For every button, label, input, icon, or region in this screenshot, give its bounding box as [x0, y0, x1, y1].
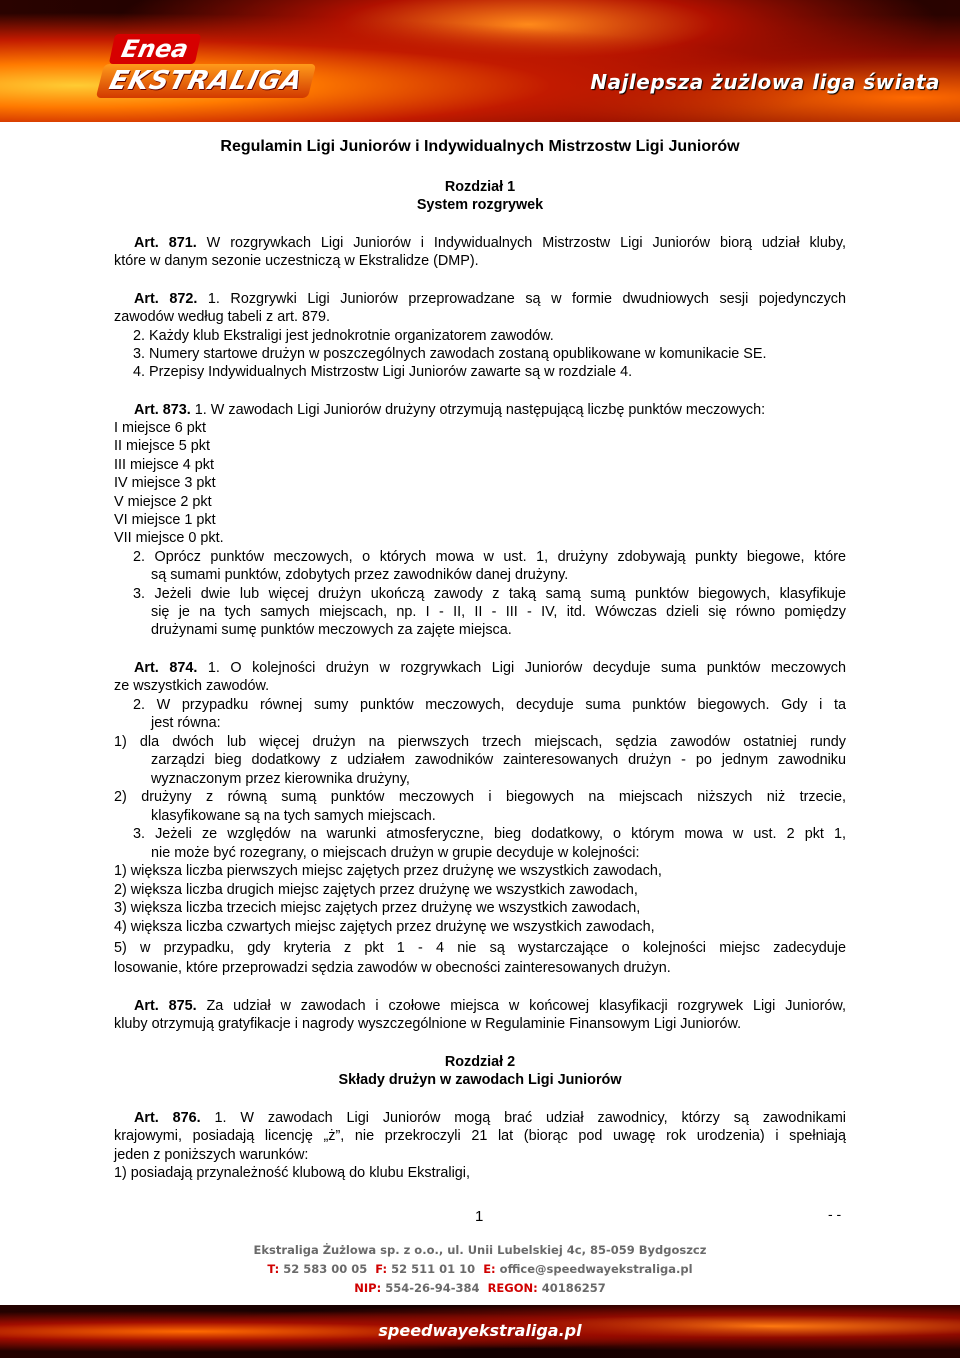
art-871-line-1: Art. 871. W rozgrywkach Ligi Juniorów i Indywidualnych Mistrzostw Ligi Juniorów biorą udział kluby,	[134, 235, 846, 251]
footer-banner	[0, 1305, 960, 1358]
chapter-2-title: Rozdział 2	[444, 1054, 516, 1070]
logo-enea-text: Enea	[109, 34, 201, 64]
enea-ekstraliga-logo	[100, 34, 306, 100]
art-873-p3-line-3: drużynami sumę punktów meczowych za zajęte miejsca.	[151, 622, 512, 638]
art-874-p2-line-2: jest równa:	[151, 715, 221, 731]
art-873-p2-line-2: są sumami punktów, zdobytych przez zawodników danej drużyny.	[151, 567, 569, 583]
art-872-line-1: Art. 872. 1. Rozgrywki Ligi Juniorów przeprowadzane są w formie dwudniowych sesji pojedynczych	[134, 291, 846, 307]
art-873-p2-line-1: 2. Oprócz punktów meczowych, o których mowa w ust. 1, drużyny zdobywają punkty biegowe, które	[133, 549, 846, 565]
art-874-p3-line-2: nie może być rozegrany, o miejscach drużyn w grupie decyduje w kolejności:	[151, 845, 640, 861]
art-874-item-2-line-2: klasyfikowane są na tych samych miejscach.	[151, 808, 436, 824]
places-item: V miejsce 2 pkt	[114, 494, 212, 510]
art-874-p2-line-1: 2. W przypadku równej sumy punktów meczowych, decyduje suma punktów biegowych. Gdy i ta	[133, 697, 846, 713]
art-876-line-3: jeden z poniższych warunków:	[114, 1147, 309, 1163]
art-872-line-2: zawodów według tabeli z art. 879.	[114, 309, 330, 325]
art-874-criterion-5-line-2: losowanie, które przeprowadzi sędzia zawodów w obecności zainteresowanych drużyn.	[114, 960, 671, 976]
art-874-criterion-3: 3) większa liczba trzecich miejsc zajętych przez drużynę we wszystkich zawodach,	[114, 900, 641, 916]
page-mark: - -	[828, 1206, 842, 1222]
logo-ekstraliga-text: EKSTRALIGA	[96, 64, 317, 98]
art-874-item-1-line-1: 1) dla dwóch lub więcej drużyn na pierwszych trzech miejscach, sędzia zawodów ostatniej rundy	[114, 734, 846, 750]
footer-website[interactable]: speedwayekstraliga.pl	[378, 1321, 582, 1340]
art-874-item-1-line-3: wyznaczonym przez kierownika drużyny,	[151, 771, 410, 787]
page-number: 1	[475, 1208, 484, 1225]
art-874-criterion-5-line-1: 5) w przypadku, gdy kryteria z pkt 1 - 4 nie są wystarczające o kolejności miejsc zadecyduje	[114, 940, 846, 956]
art-874-criterion-2: 2) większa liczba drugich miejsc zajętych przez drużynę we wszystkich zawodach,	[114, 882, 638, 898]
places-item: I miejsce 6 pkt	[114, 420, 206, 436]
art-876-line-4: 1) posiadają przynależność klubową do klubu Ekstraligi,	[114, 1165, 470, 1181]
chapter-2-subtitle: Składy drużyn w zawodach Ligi Juniorów	[338, 1072, 622, 1088]
art-872-line-5: 4. Przepisy Indywidualnych Mistrzostw Ligi Juniorów zawarte są w rozdziale 4.	[133, 364, 633, 380]
art-874-line-1: Art. 874. 1. O kolejności drużyn w rozgrywkach Ligi Juniorów decyduje suma punktów meczowych	[134, 660, 846, 676]
art-871-label: Art. 871.	[134, 235, 197, 251]
art-876-label: Art. 876.	[134, 1110, 201, 1126]
art-874-p3-line-1: 3. Jeżeli ze względów na warunki atmosferyczne, bieg dodatkowy, o którym mowa w ust. 2 pkt 1,	[133, 826, 846, 842]
art-873-p3-line-2: się je na tych samych miejscach, np. I - II, II - III - IV, itd. Wówczas dzieli się równo pomiędzy	[151, 604, 846, 620]
places-item: III miejsce 4 pkt	[114, 457, 214, 473]
art-874-line-2: ze wszystkich zawodów.	[114, 678, 270, 694]
chapter-1-subtitle: System rozgrywek	[416, 197, 544, 213]
places-item: VI miejsce 1 pkt	[114, 512, 216, 528]
places-item: II miejsce 5 pkt	[114, 438, 210, 454]
header-tagline: Najlepsza żużlowa liga świata	[590, 70, 940, 94]
art-874-label: Art. 874.	[134, 660, 198, 676]
places-item: VII miejsce 0 pkt.	[114, 530, 224, 546]
header-banner	[0, 0, 960, 122]
art-873-p3-line-1: 3. Jeżeli dwie lub więcej drużyn ukończą zawody z taką samą sumą punktów biegowych, klasyfikuje	[133, 586, 846, 602]
art-876-line-1: Art. 876. 1. W zawodach Ligi Juniorów mogą brać udział zawodnicy, którzy są zawodnikami	[134, 1110, 846, 1126]
places-item: IV miejsce 3 pkt	[114, 475, 216, 491]
art-871-line-2: które w danym sezonie uczestniczą w Ekstralidze (DMP).	[114, 253, 479, 269]
art-872-label: Art. 872.	[134, 291, 198, 307]
art-875-line-1: Art. 875. Za udział w zawodach i czołowe miejsca w końcowej klasyfikacji rozgrywek Ligi Juniorów,	[134, 998, 846, 1014]
art-872-line-4: 3. Numery startowe drużyn w poszczególnych zawodach zostaną opublikowane w komunikacie SE.	[133, 346, 767, 362]
footer-company: Ekstraliga Żużlowa sp. z o.o., ul. Unii Lubelskiej 4c, 85-059 Bydgoszcz	[253, 1243, 707, 1257]
art-876-line-2: krajowymi, posiadają licencję „ż”, nie przekroczyli 21 lat (biorąc pod uwagę rok urodzenia) i spełniają	[114, 1128, 846, 1144]
footer-ids: NIP: 554-26-94-384 REGON: 40186257	[354, 1281, 606, 1295]
art-875-label: Art. 875.	[134, 998, 197, 1014]
art-874-item-1-line-2: zarządzi bieg dodatkowy z udziałem zawodników zainteresowanych drużyn - po jednym zawodniku	[151, 752, 846, 768]
art-875-line-2: kluby otrzymują gratyfikacje i nagrody wyszczególnione w Regulaminie Finansowym Ligi Juniorów.	[114, 1016, 742, 1032]
art-873-line-1: Art. 873. 1. W zawodach Ligi Juniorów drużyny otrzymują następującą liczbę punktów meczowych:	[134, 402, 766, 418]
art-873-label: Art. 873.	[134, 402, 191, 418]
chapter-1-title: Rozdział 1	[444, 179, 516, 195]
art-872-line-3: 2. Każdy klub Ekstraligi jest jednokrotnie organizatorem zawodów.	[133, 328, 554, 344]
art-874-criterion-4: 4) większa liczba czwartych miejsc zajętych przez drużynę we wszystkich zawodach,	[114, 919, 655, 935]
footer-contacts: T: 52 583 00 05 F: 52 511 01 10 E: office@speedwayekstraliga.pl	[267, 1262, 693, 1276]
art-874-item-2-line-1: 2) drużyny z równą sumą punktów meczowych i biegowych na miejscach niższych niż trzecie,	[114, 789, 846, 805]
art-874-criterion-1: 1) większa liczba pierwszych miejsc zajętych przez drużynę we wszystkich zawodach,	[114, 863, 662, 879]
footer-email[interactable]: office@speedwayekstraliga.pl	[499, 1262, 693, 1276]
document-title: Regulamin Ligi Juniorów i Indywidualnych Mistrzostw Ligi Juniorów	[220, 138, 740, 155]
